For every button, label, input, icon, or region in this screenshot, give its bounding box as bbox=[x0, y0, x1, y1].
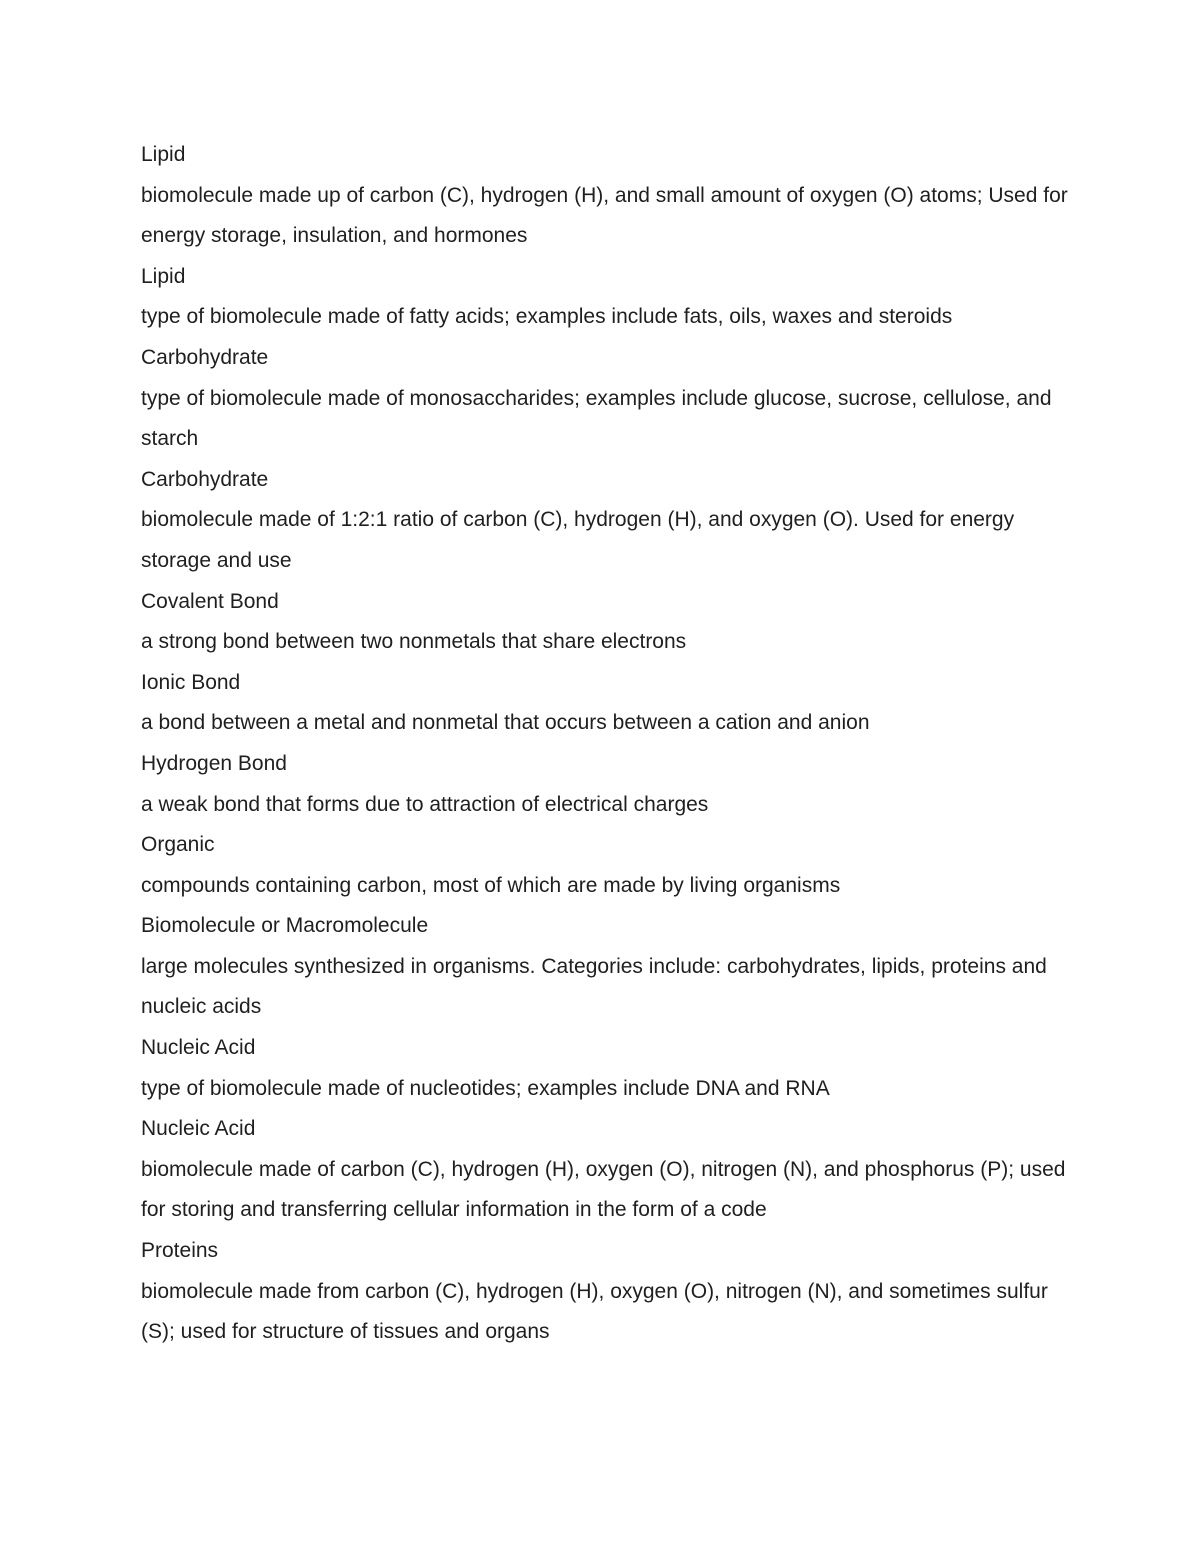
definition: a bond between a metal and nonmetal that occurs between a cation and anion bbox=[141, 711, 870, 735]
glossary-entry bbox=[141, 1109, 1071, 1231]
glossary-entry bbox=[141, 663, 1071, 744]
term: Covalent Bond bbox=[141, 589, 279, 613]
term: Nucleic Acid bbox=[141, 1117, 256, 1141]
definition: biomolecule made of carbon (C), hydrogen (H), oxygen (O), nitrogen (N), and phosphorus (P); used for storing and transferring cellular information in the form of a code bbox=[141, 1157, 1066, 1222]
term: Organic bbox=[141, 833, 215, 857]
glossary-entry bbox=[141, 744, 1071, 825]
definition: biomolecule made of 1:2:1 ratio of carbon (C), hydrogen (H), and oxygen (O). Used for energy storage and use bbox=[141, 508, 1015, 572]
definition: type of biomolecule made of nucleotides; examples include DNA and RNA bbox=[141, 1076, 830, 1100]
term: Carbohydrate bbox=[141, 345, 269, 369]
glossary-entry bbox=[141, 906, 1071, 1028]
definition: a strong bond between two nonmetals that share electrons bbox=[141, 630, 687, 654]
glossary-entry bbox=[141, 257, 1071, 338]
term: Nucleic Acid bbox=[141, 1036, 256, 1060]
glossary-entry bbox=[141, 1231, 1071, 1353]
term: Biomolecule or Macromolecule bbox=[141, 914, 429, 938]
document-page bbox=[141, 135, 1071, 1353]
definition: large molecules synthesized in organisms. Categories include: carbohydrates, lipids, proteins and nucleic acids bbox=[141, 954, 1047, 1019]
definition: biomolecule made from carbon (C), hydrogen (H), oxygen (O), nitrogen (N), and sometimes sulfur (S); used for structure of tissues and organs bbox=[141, 1279, 1048, 1344]
glossary-entry bbox=[141, 338, 1071, 460]
glossary-entry bbox=[141, 825, 1071, 906]
definition: type of biomolecule made of fatty acids; examples include fats, oils, waxes and steroids bbox=[141, 305, 953, 329]
term: Lipid bbox=[141, 143, 186, 166]
definition: type of biomolecule made of monosaccharides; examples include glucose, sucrose, cellulose, and starch bbox=[141, 386, 1052, 451]
term: Proteins bbox=[141, 1239, 219, 1263]
definition: biomolecule made up of carbon (C), hydrogen (H), and small amount of oxygen (O) atoms; Used for energy storage, insulation, and hormones bbox=[141, 183, 1068, 248]
glossary-entry bbox=[141, 582, 1071, 663]
definition: compounds containing carbon, most of which are made by living organisms bbox=[141, 873, 841, 897]
glossary-entry bbox=[141, 1028, 1071, 1109]
definition: a weak bond that forms due to attraction of electrical charges bbox=[141, 792, 709, 816]
glossary-entry bbox=[141, 135, 1071, 257]
term: Hydrogen Bond bbox=[141, 751, 287, 775]
glossary-entry bbox=[141, 460, 1071, 582]
term: Ionic Bond bbox=[141, 670, 241, 694]
term: Carbohydrate bbox=[141, 467, 269, 491]
term: Lipid bbox=[141, 264, 186, 288]
